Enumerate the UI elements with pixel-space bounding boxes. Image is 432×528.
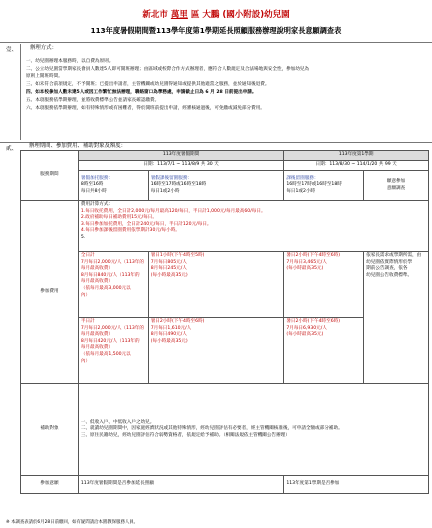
fee-summer-2h-line: 7月每日1,610元/人 xyxy=(150,325,192,331)
section1-item-5: 五、本項服務依學期辦理，並將收費標準公告並請家長確認繳費。 xyxy=(26,98,160,103)
fee-full-day-cell xyxy=(78,252,148,318)
fee-summer-1h-line: 暑日1小時(下午4時至5時) xyxy=(150,253,205,258)
subsidy-line-2: 二、就讀幼兒園期間中，因家庭經濟狀況或其他特殊情形，經幼兒園評估有必要者，經主管機關核准後，可申請全額或部分補助。 xyxy=(80,426,343,432)
apply-summer: 113年度暑假期間是否參加延長照顧 xyxy=(80,481,154,487)
section1-item-2b: 原則上開班時間。 xyxy=(26,74,63,79)
fee-half-day-cell xyxy=(78,318,148,384)
fee-full-day-line: 每月最高收費） xyxy=(80,279,114,285)
fee-full-day-label: 全日計 xyxy=(80,253,95,258)
survey-label: 願意參加 意願調查 xyxy=(386,178,406,191)
fee-half-day-line: 8月每日420元/人（113年的 xyxy=(80,338,140,344)
section1-item-1: 一、幼兒園辦理本服務時，以自費為原則。 xyxy=(26,59,114,64)
fee-note-line: 幼兒園公告收費標準。 xyxy=(366,272,413,278)
fee-sem-2h-b-line: 7月每日6,930元/人 xyxy=(286,325,327,331)
subsidy-label-cell xyxy=(21,384,79,476)
fee-summer-2h-cell xyxy=(148,318,284,384)
apply-label: 參加意願 xyxy=(40,481,59,487)
fee-label: 參加費用 xyxy=(40,288,59,294)
fee-intro-cell xyxy=(78,201,428,252)
fee-full-day-line: 內） xyxy=(80,292,91,298)
fee-sem-2h-line: 7月每日3,465元/人 xyxy=(286,259,327,265)
semester-header: 113年度第1學期 xyxy=(338,152,374,158)
summer-after-hours: 16時至17時或16時至18時 xyxy=(150,182,207,188)
page-subtitle: 113年度暑假期間暨113學年度第1學期延長照顧服務辦理說明家長意願調查表 xyxy=(90,26,342,35)
section1-number: 壹、 xyxy=(6,47,18,53)
semester-after-title: 課後留園服務： xyxy=(286,175,319,181)
summer-header: 113年度暑假期間 xyxy=(162,152,200,158)
summer-care-cell xyxy=(78,171,148,201)
fee-intro: 費用計算方式： xyxy=(80,202,114,207)
fee-sem-2h-b-line: (每小時最高35元) xyxy=(286,332,324,338)
section1-item-3: 三、如未符合前項規定，不予開班；已提出申請者，主管機關或幼兒園得通知或提供其他適當之服務，並於通知後退費。 xyxy=(26,82,270,87)
fee-line-2: 2.政府補助每日補助費用15元/每日。 xyxy=(80,215,157,221)
fee-summer-1h-line: 8月每日245元/人 xyxy=(150,266,187,272)
summer-dates-cell xyxy=(78,161,283,171)
summer-after-cell xyxy=(148,171,284,201)
summer-header-cell xyxy=(78,151,283,161)
fee-sem-2h-line: (每小時最高35元) xyxy=(286,266,324,272)
fee-line-5: 5. xyxy=(80,234,86,240)
fee-summer-1h-line: (每小時最高35元) xyxy=(150,272,188,278)
fee-full-day-line: 7月每日2,000元/人（113年的 xyxy=(80,259,144,265)
section1-item-4 xyxy=(26,90,257,97)
section1-item-2: 二、公立幼兒園當學期家長會員人數達5人即可開班辦理；由區域或校際合作方式辦理者，應符合人數規定及合法場地與安全性，參加幼兒為 xyxy=(26,67,310,72)
fee-sem-2h-b-line: 暑日2小時(下午4時至6時) xyxy=(286,319,341,324)
summer-after-title: 暑假課後留園服務： xyxy=(150,175,193,181)
fee-half-day-line: 內） xyxy=(80,358,91,364)
period-label-cell xyxy=(21,151,79,201)
section1-heading: 辦理方式： xyxy=(30,45,57,51)
semester-header-cell xyxy=(284,151,429,161)
fee-half-day-line: （依每月最高1,500元以 xyxy=(80,351,131,357)
summer-care-title: 暑假加托服務： xyxy=(80,175,114,181)
semester-after-total: 每日1或2小時 xyxy=(286,188,316,194)
fee-summer-2h-line: (每小時最高35元) xyxy=(150,338,188,344)
section2-heading: 辦理期間、參加費用、補助對象及額度： xyxy=(29,143,127,149)
fee-full-day-line: （依每月最高3,000元以 xyxy=(80,285,131,291)
summer-care-hours: 8時至16時 xyxy=(80,182,104,188)
fee-half-day-line: 每月最高收費） xyxy=(80,332,114,338)
title-school-a: 萬里 xyxy=(170,10,188,20)
apply-semester-cell[interactable] xyxy=(284,476,429,494)
fee-summer-1h-line: 7月每日805元/人 xyxy=(150,259,187,265)
semester-dates: 日期：113/8/30 ~ 114/1/20 共 99 天 xyxy=(315,162,397,168)
fee-note-cell xyxy=(364,252,429,384)
fee-summer-1h-cell xyxy=(148,252,284,318)
fee-sem-2h-b-cell xyxy=(284,318,364,384)
fee-sem-2h-cell xyxy=(284,252,364,318)
subsidy-line-1: 一、低收入戶、中低收入戶之幼兒。 xyxy=(80,419,155,425)
summer-care-total: 每日共8小時 xyxy=(80,188,107,194)
section1-item-4-text: 四、如本校參加人數未達5人或因工作繁忙無法辦理，聯絡窗口為學務處，申請截止日為 6 月 28 日前提出申請。 xyxy=(26,90,257,95)
section1-body xyxy=(20,44,430,140)
fee-sem-2h-line: 暑日2小時(下午4時至6時) xyxy=(286,253,341,258)
fee-note-line: 依家長需求或學期所需，由 xyxy=(366,253,422,258)
fee-summer-2h-line: 暑日2小時(下午4時至6時) xyxy=(150,319,205,324)
page-title xyxy=(0,8,432,20)
fee-half-day-line: 每月最高收費） xyxy=(80,345,114,351)
semester-after-cell xyxy=(284,171,364,201)
summer-after-total: 每日1或2小時 xyxy=(150,188,180,194)
title-city: 新北市 xyxy=(142,10,168,20)
apply-label-cell xyxy=(21,476,79,494)
subsidy-label: 補助對象 xyxy=(40,426,59,432)
subsidy-body-cell xyxy=(78,384,428,476)
fee-line-4: 4.每日參加課後留園費用依學期計30元/每小時。 xyxy=(80,228,180,234)
fee-label-cell xyxy=(21,201,79,384)
period-label: 服務期間 xyxy=(40,172,59,178)
apply-semester: 113年度第1學期是否參加 xyxy=(286,481,340,487)
section2-number: 貳、 xyxy=(6,146,18,152)
apply-summer-cell[interactable] xyxy=(78,476,283,494)
fee-line-1: 1.每日收托費用，全日計2,000元/每月最高120/每日，半日計1,000元/每月最高60/每日。 xyxy=(80,208,266,214)
fee-table xyxy=(20,150,429,494)
summer-dates: 日期：113/7/1 ~ 113/8/9 共 30 天 xyxy=(143,162,219,168)
subsidy-line-3: 三、原住民籍幼兒，經幼兒園評估符合弱勢資格者，依規定給予補助。（相關法規依主管機關公告辦理） xyxy=(80,432,290,438)
footer-note: ※ 本調查表請於6月28日前繳回，如有疑問請洽本園教保服務人員。 xyxy=(6,520,139,525)
survey-cell xyxy=(364,171,429,201)
fee-line-3: 3.每日參加加托費用，全日計240元/每日，半日計120元/每日。 xyxy=(80,221,212,227)
semester-after-hours: 16時至17時或16時至18時 xyxy=(286,182,342,188)
fee-half-day-label: 半日計 xyxy=(80,319,95,324)
fee-note-line: 幼兒園依實際情形於學 xyxy=(366,259,413,265)
fee-full-day-line: 每月最高收費） xyxy=(80,266,114,272)
semester-dates-cell xyxy=(284,161,429,171)
fee-half-day-line: 7月每日2,000元/人（113年的 xyxy=(80,325,144,331)
fee-summer-2h-line: 8月每日490元/人 xyxy=(150,332,187,338)
fee-note-line: 期前公告調查，依各 xyxy=(366,266,408,272)
section1-item-6: 六、本項服務依學期辦理，如有特殊情形或有困難者，得於開班前提出申請，經審核通過後，可免繳或減免部分費用。 xyxy=(26,106,265,111)
title-school-b: 區 大鵬 xyxy=(190,10,220,20)
title-suffix: (國小附設)幼兒園 xyxy=(222,10,290,20)
fee-full-day-line: 8月每日840元/人（113年的 xyxy=(80,272,140,278)
